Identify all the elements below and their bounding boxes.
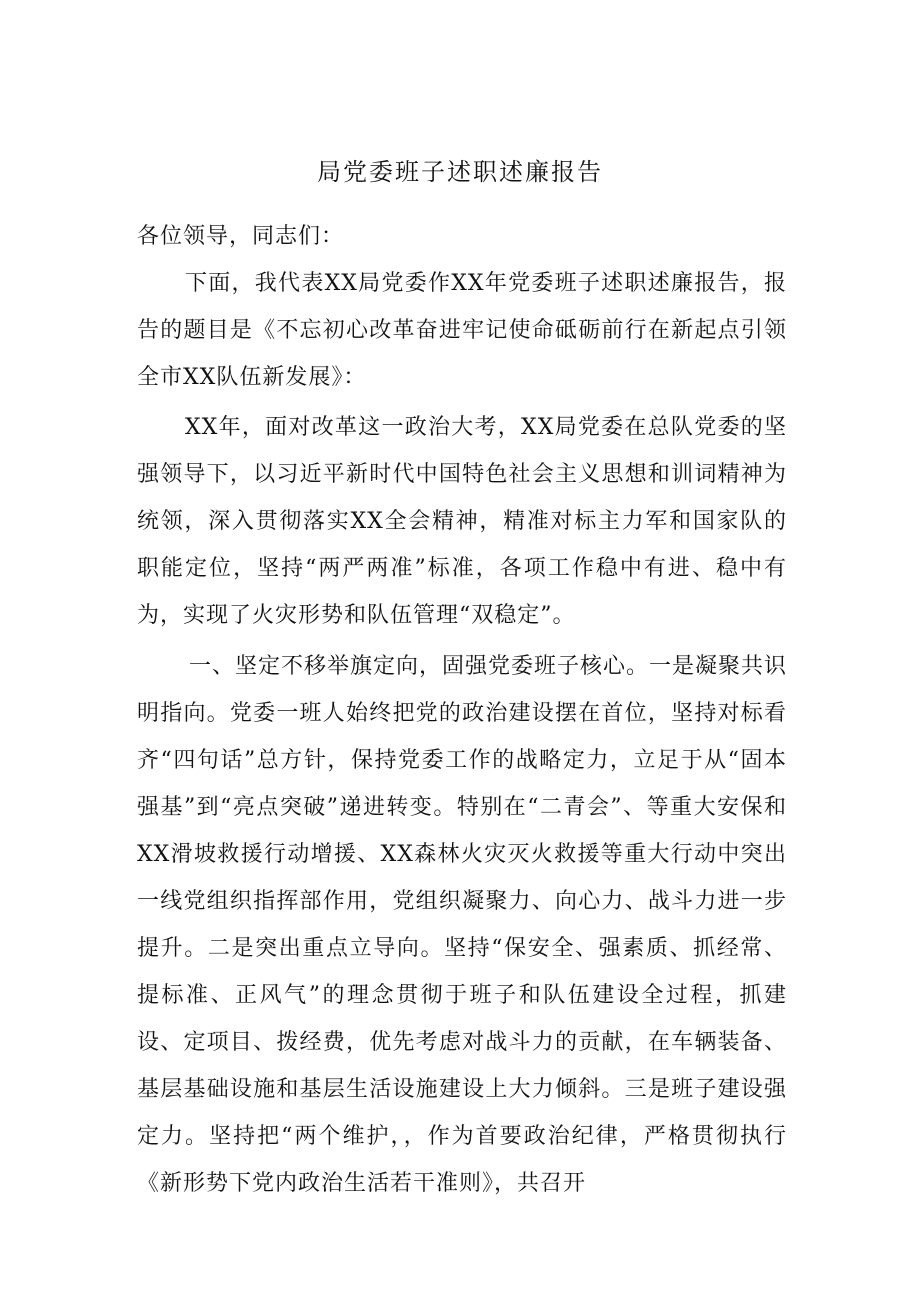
- paragraph-section-one: 一、坚定不移举旗定向，固强党委班子核心。一是凝聚共识明指向。党委一班人始终把党的政治建设摆在首位，坚持对标看齐“四句话”总方针，保持党委工作的战略定力，立足于从“固本强基”到“亮点突破”递进转变。特别在“二青会”、等重大安保和XX滑坡救援行动增援、XX森林火灾灭火救援等重大行动中突出一线党组织指挥部作用，党组织凝聚力、向心力、战斗力进一步提升。二是突出重点立导向。坚持“保安全、强素质、抓经常、提标准、正风气”的理念贯彻于班子和队伍建设全过程，抓建设、定项目、拨经费，优先考虑对战斗力的贡献，在车辆装备、基层基础设施和基层生活设施建设上大力倾斜。三是班子建设强定力。坚持把“两个维护，，作为首要政治纪律，严格贯彻执行《新形势下党内政治生活若干准则》，共召开: [137, 654, 788, 1196]
- salutation: 各位领导，同志们：: [137, 224, 345, 249]
- paragraph-overview: XX年，面对改革这一政治大考，XX局党委在总队党委的坚强领导下，以习近平新时代中国特色社会主义思想和训词精神为统领，深入贯彻落实XX全会精神，精准对标主力军和国家队的职能定位，坚持“两严两准”标准，各项工作稳中有进、稳中有为，实现了火灾形势和队伍管理“双稳定”。: [137, 415, 787, 628]
- document-title: 局党委班子述职述廉报告: [317, 158, 603, 186]
- paragraph-intro: 下面，我代表XX局党委作XX年党委班子述职述廉报告，报告的题目是《不忘初心改革奋进牢记使命砥砺前行在新起点引领全市XX队伍新发展》：: [137, 271, 787, 390]
